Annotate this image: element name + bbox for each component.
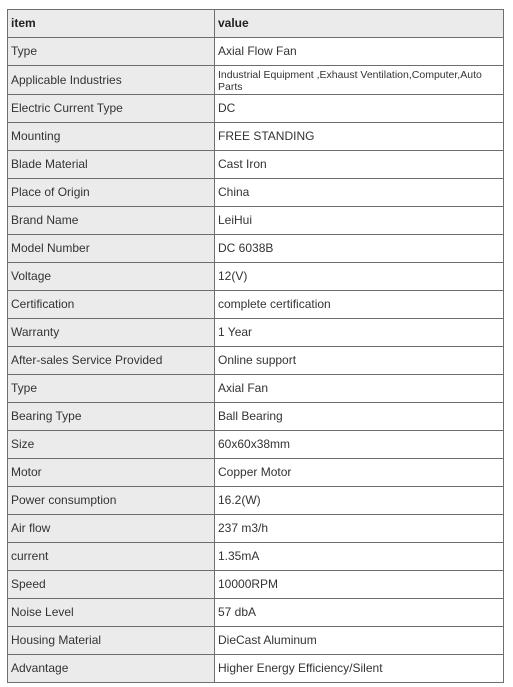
table-row xyxy=(8,655,504,683)
row-label: Warranty xyxy=(8,319,215,347)
table-row xyxy=(8,599,504,627)
table-row xyxy=(8,431,504,459)
row-label: Voltage xyxy=(8,263,215,291)
row-value: 237 m3/h xyxy=(215,515,504,543)
row-label: Model Number xyxy=(8,235,215,263)
row-label: Applicable Industries xyxy=(8,66,215,95)
column-header-value: value xyxy=(215,10,504,38)
table-row xyxy=(8,151,504,179)
table-row xyxy=(8,459,504,487)
row-value: Copper Motor xyxy=(215,459,504,487)
row-value: Online support xyxy=(215,347,504,375)
table-row xyxy=(8,95,504,123)
row-value: FREE STANDING xyxy=(215,123,504,151)
table-row xyxy=(8,291,504,319)
row-value: 16.2(W) xyxy=(215,487,504,515)
row-value: Axial Flow Fan xyxy=(215,38,504,66)
row-label: Size xyxy=(8,431,215,459)
row-label: Housing Material xyxy=(8,627,215,655)
table-row xyxy=(8,543,504,571)
table-row xyxy=(8,571,504,599)
column-header-item: item xyxy=(8,10,215,38)
row-value: China xyxy=(215,179,504,207)
row-value: Ball Bearing xyxy=(215,403,504,431)
row-value: 57 dbA xyxy=(215,599,504,627)
row-value: Axial Fan xyxy=(215,375,504,403)
row-value: 1.35mA xyxy=(215,543,504,571)
spec-table xyxy=(7,9,504,683)
table-row xyxy=(8,375,504,403)
table-row xyxy=(8,38,504,66)
row-value: 60x60x38mm xyxy=(215,431,504,459)
row-label: current xyxy=(8,543,215,571)
row-label: Electric Current Type xyxy=(8,95,215,123)
row-label: Speed xyxy=(8,571,215,599)
row-value: DC 6038B xyxy=(215,235,504,263)
table-row xyxy=(8,487,504,515)
table-row xyxy=(8,66,504,95)
row-label: Blade Material xyxy=(8,151,215,179)
table-row xyxy=(8,123,504,151)
row-label: Mounting xyxy=(8,123,215,151)
table-row xyxy=(8,207,504,235)
row-label: Bearing Type xyxy=(8,403,215,431)
row-label: Brand Name xyxy=(8,207,215,235)
row-value: 1 Year xyxy=(215,319,504,347)
row-label: Air flow xyxy=(8,515,215,543)
row-label: Noise Level xyxy=(8,599,215,627)
row-label: Advantage xyxy=(8,655,215,683)
table-row xyxy=(8,347,504,375)
table-row xyxy=(8,627,504,655)
table-row xyxy=(8,235,504,263)
table-row xyxy=(8,179,504,207)
row-value: complete certification xyxy=(215,291,504,319)
row-label: Type xyxy=(8,38,215,66)
row-value: Cast Iron xyxy=(215,151,504,179)
table-row xyxy=(8,319,504,347)
row-label: After-sales Service Provided xyxy=(8,347,215,375)
row-label: Motor xyxy=(8,459,215,487)
table-row xyxy=(8,515,504,543)
table-header-row xyxy=(8,10,504,38)
table-row xyxy=(8,403,504,431)
row-value: DC xyxy=(215,95,504,123)
table-row xyxy=(8,263,504,291)
row-value: DieCast Aluminum xyxy=(215,627,504,655)
row-value: Industrial Equipment ,Exhaust Ventilation,Computer,Auto Parts xyxy=(215,66,504,95)
row-value: LeiHui xyxy=(215,207,504,235)
row-label: Power consumption xyxy=(8,487,215,515)
row-label: Place of Origin xyxy=(8,179,215,207)
row-value: Higher Energy Efficiency/Silent xyxy=(215,655,504,683)
row-label: Certification xyxy=(8,291,215,319)
row-value: 10000RPM xyxy=(215,571,504,599)
row-value: 12(V) xyxy=(215,263,504,291)
row-label: Type xyxy=(8,375,215,403)
